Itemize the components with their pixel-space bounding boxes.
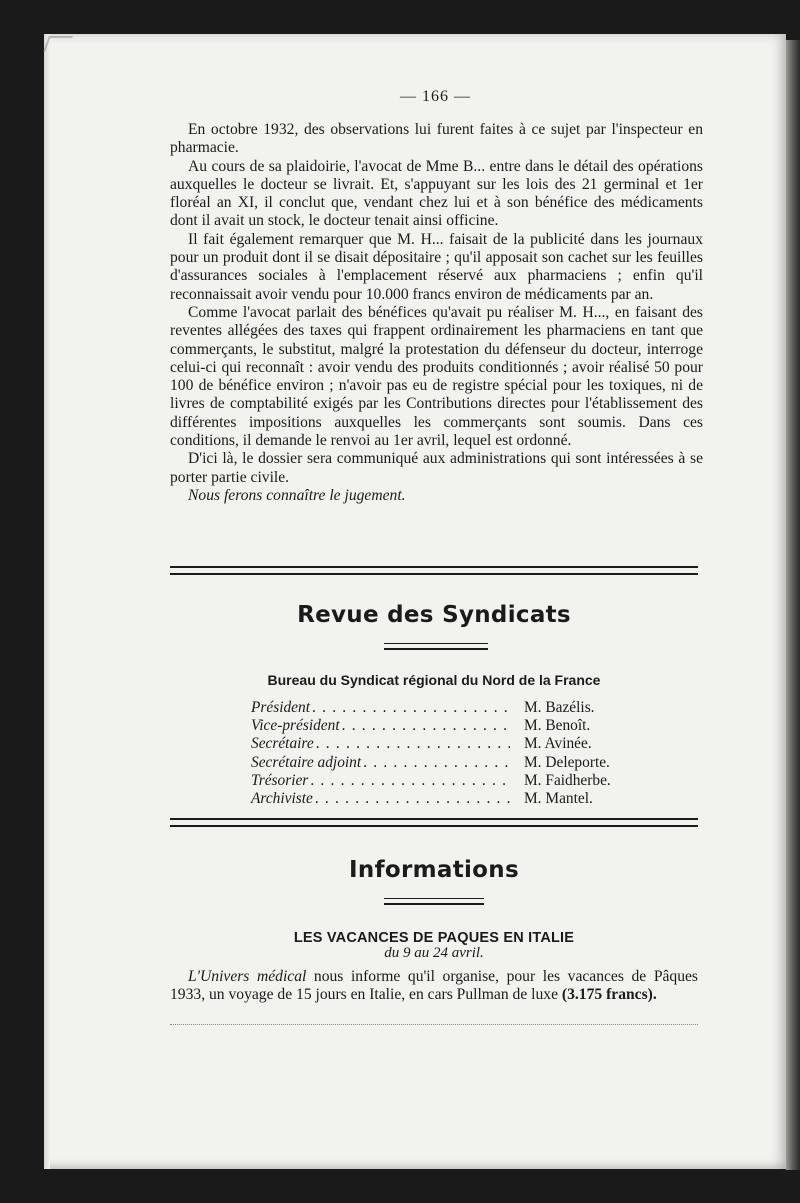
- officer-name: M. Bazélis.: [524, 699, 595, 716]
- info-dates: du 9 au 24 avril.: [384, 945, 484, 961]
- officer-role: Secrétaire: [251, 735, 314, 753]
- officer-row: [251, 790, 631, 808]
- leader-dots: [361, 754, 510, 772]
- info-paragraph: [170, 968, 698, 1005]
- section-divider: [170, 818, 698, 827]
- info-paragraph-text: [170, 968, 698, 1005]
- book-edge: [786, 40, 800, 1170]
- page-number: — 166 —: [400, 88, 471, 105]
- syndicats-title: Revue des Syndicats: [297, 602, 571, 628]
- officer-role: Secrétaire adjoint: [251, 753, 362, 771]
- officer-name: M. Avinée.: [524, 735, 592, 753]
- article-paragraph: En octobre 1932, des observations lui furent faites à ce sujet par l'inspecteur en pharmacie.: [170, 121, 703, 157]
- info-body: nous informe qu'il organise, pour les vacances de Pâques 1933, un voyage de 15 jours en Italie, en cars Pullman de luxe: [170, 968, 698, 1004]
- leader-dots: [313, 790, 510, 808]
- article-paragraph: Il fait également remarquer que M. H... faisait de la publicité dans les journaux pour un produit dont il se disait dépositaire ; qu'il apposait son cachet sur les feuilles d'assurances sociales à l'emplacement réservé aux pharmaciens ; enfin qu'il reconnaissait avoir vendu pour 10.000 francs environ de médicaments par an.: [170, 230, 703, 303]
- officer-role: Archiviste: [251, 789, 313, 807]
- bottom-rule: [170, 1024, 698, 1025]
- officer-role: Vice-président: [251, 717, 340, 735]
- officer-name: M. Mantel.: [524, 789, 593, 807]
- officer-row: [251, 717, 631, 735]
- section-divider: [170, 566, 698, 575]
- leader-dots: [314, 735, 510, 753]
- title-underline: [384, 643, 488, 650]
- article-closing: Nous ferons connaître le jugement.: [188, 486, 406, 504]
- informations-title: Informations: [349, 857, 519, 883]
- officer-name: M. Deleporte.: [524, 753, 610, 771]
- officer-row: [251, 735, 631, 753]
- article-paragraph: D'ici là, le dossier sera communiqué aux administrations qui sont intéressées à se porter partie civile.: [170, 450, 703, 486]
- officer-list: [251, 699, 631, 808]
- leader-dots: [340, 717, 510, 735]
- officer-role: Président: [251, 699, 310, 716]
- title-underline: [384, 898, 484, 905]
- officer-role: Trésorier: [251, 771, 309, 789]
- publication-name: L'Univers médical: [188, 968, 307, 985]
- info-price: (3.175 francs).: [561, 986, 657, 1004]
- leader-dots: [310, 699, 510, 717]
- officer-name: M. Benoît.: [524, 717, 591, 735]
- article-body: [170, 121, 703, 505]
- officer-row: [251, 772, 631, 790]
- leader-dots: [308, 772, 510, 790]
- info-heading: LES VACANCES DE PAQUES EN ITALIE: [293, 930, 575, 946]
- syndicat-subtitle: Bureau du Syndicat régional du Nord de la France: [267, 672, 601, 688]
- article-paragraph: Au cours de sa plaidoirie, l'avocat de Mme B... entre dans le détail des opérations auxquelles le docteur se livrait. Et, s'appuyant sur les lois des 21 germinal et 1er floréal an XI, il conclut que, vendant chez lui et à son bénéfice des médicaments dont il avait un stock, le docteur tenait ainsi officine.: [170, 157, 703, 230]
- officer-name: M. Faidherbe.: [524, 771, 611, 789]
- officer-row: [251, 754, 631, 772]
- article-paragraph: Comme l'avocat parlait des bénéfices qu'avait pu réaliser M. H..., en faisant des reventes allégées des taxes qui frappent ordinairement les pharmaciens en tant que commerçants, le substitut, malgré la protestation du défenseur du docteur, interroge celui-ci qui reconnaît : avoir vendu des produits conditionnés ; avoir réalisé 50 pour 100 de bénéfice environ ; n'avoir pas eu de registre spécial pour les toxiques, ni de livres de comptabilité exigés par les Contributions directes pour l'établissement des différentes impositions auxquelles les commerçants sont soumis. Dans ces conditions, il demande le renvoi au 1er avril, lequel est ordonné.: [170, 303, 703, 450]
- officer-row: [251, 699, 631, 717]
